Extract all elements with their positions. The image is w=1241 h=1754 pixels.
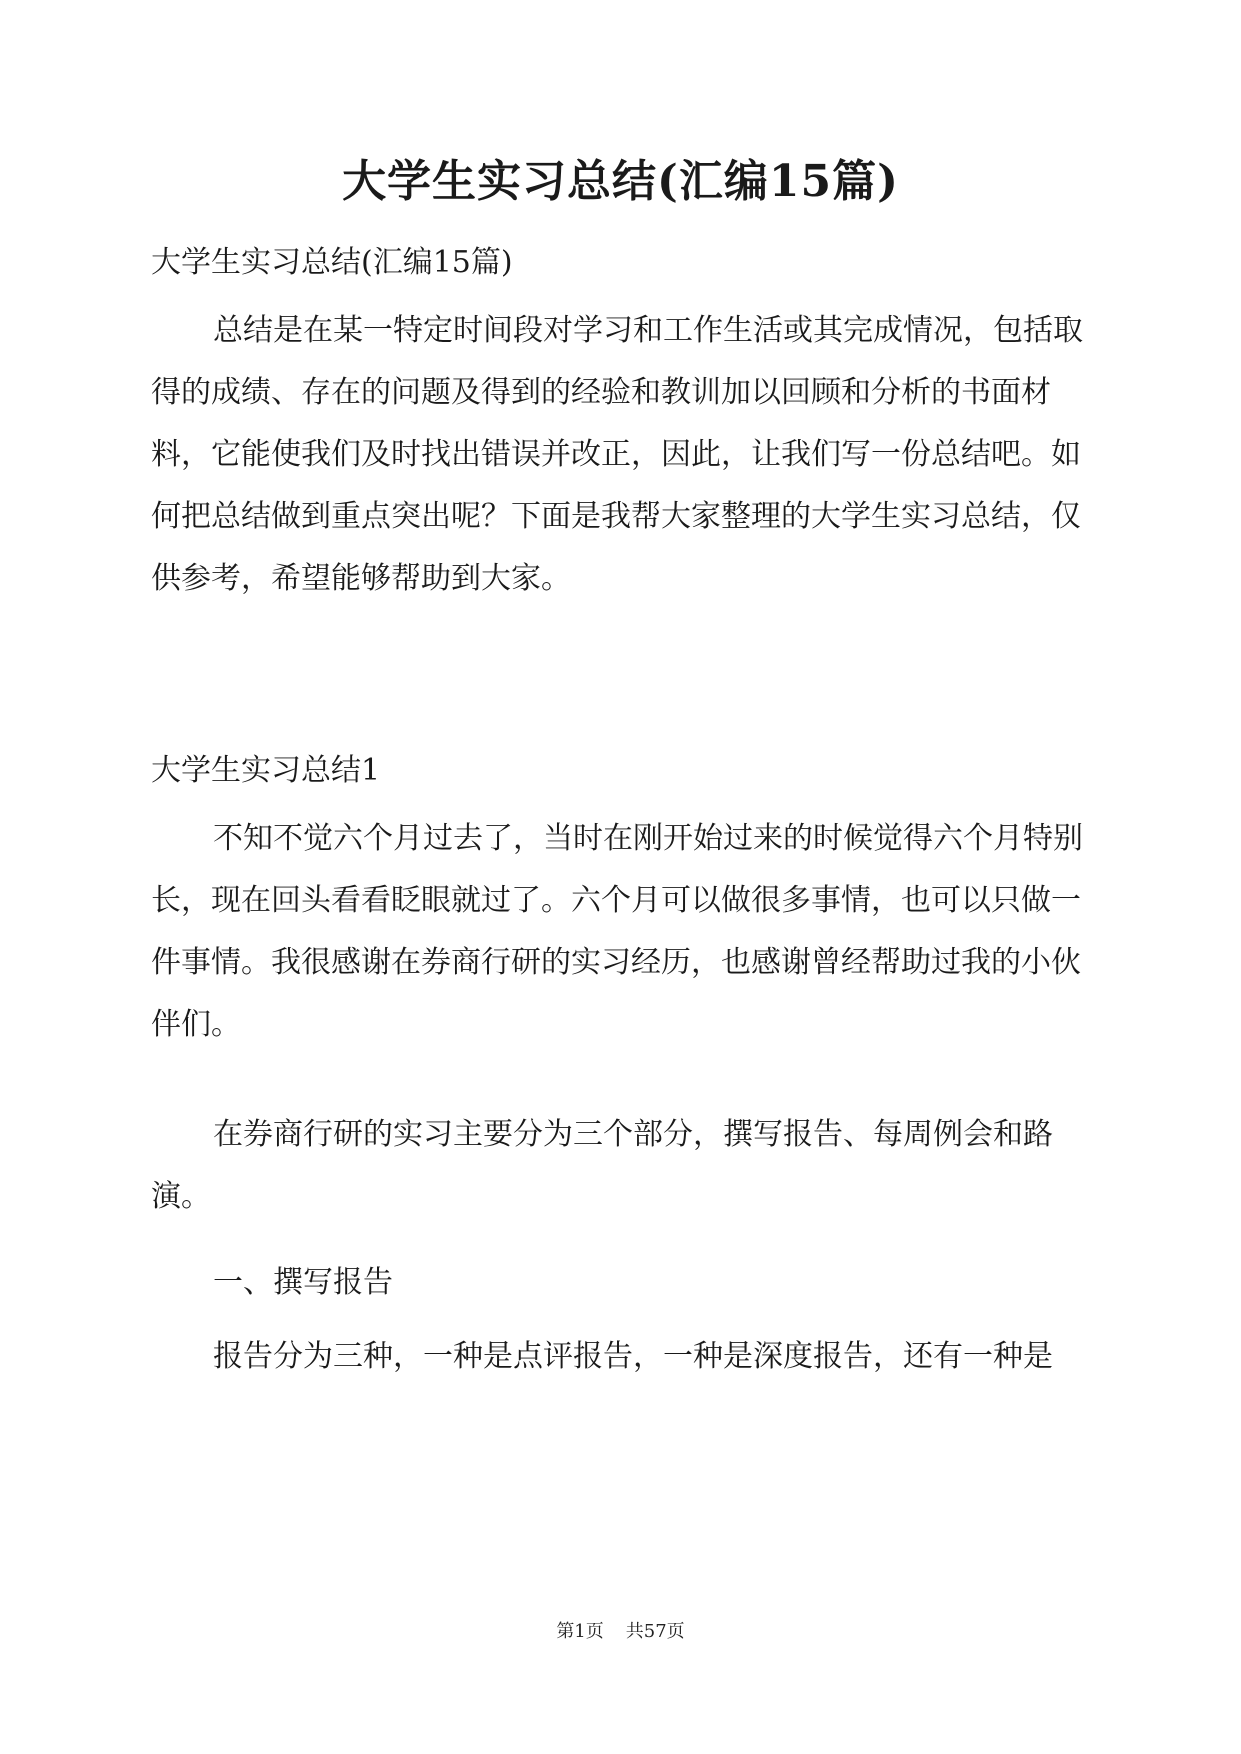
section1-paragraph-1: 不知不觉六个月过去了，当时在刚开始过来的时候觉得六个月特别长，现在回头看看眨眼就过了。六个月可以做很多事情，也可以只做一件事情。我很感谢在券商行研的实习经历，也感谢曾经帮助过我的小伙伴们。: [151, 821, 1083, 1042]
section1-paragraph-3: 报告分为三种，一种是点评报告，一种是深度报告，还有一种是: [213, 1339, 1053, 1374]
document-subtitle: 大学生实习总结(汇编15篇): [151, 245, 513, 280]
page-number: 第1页: [556, 1621, 604, 1642]
intro-paragraph: 总结是在某一特定时间段对学习和工作生活或其完成情况，包括取得的成绩、存在的问题及得到的经验和教训加以回顾和分析的书面材料，它能使我们及时找出错误并改正，因此，让我们写一份总结吧。如何把总结做到重点突出呢？下面是我帮大家整理的大学生实习总结，仅供参考，希望能够帮助到大家。: [151, 313, 1083, 596]
section1-subheading-1: 一、撰写报告: [213, 1265, 393, 1300]
section-heading-1: 大学生实习总结1: [151, 753, 381, 788]
page-total: 共57页: [625, 1621, 685, 1642]
page-footer: [0, 1620, 1241, 1644]
section1-paragraph-2: 在券商行研的实习主要分为三个部分，撰写报告、每周例会和路演。: [151, 1117, 1053, 1214]
document-title: 大学生实习总结(汇编15篇): [342, 156, 899, 207]
